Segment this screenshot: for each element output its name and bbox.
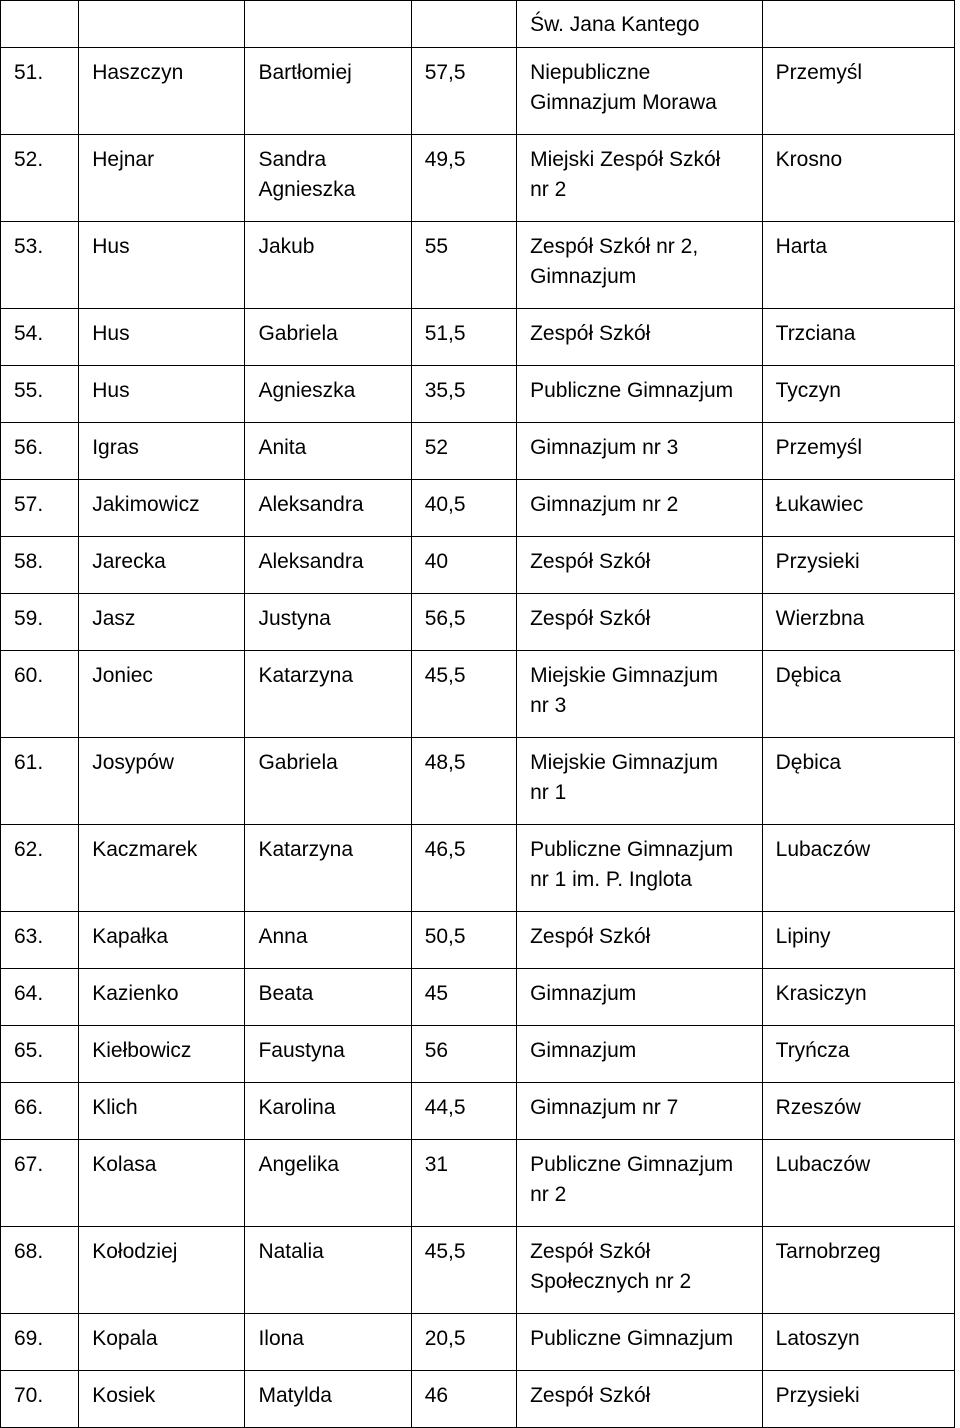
cell-surname: Joniec <box>79 651 245 738</box>
cell-first-name: Aleksandra <box>245 480 411 537</box>
cell-town: Dębica <box>762 738 954 825</box>
cell-first-name: Ilona <box>245 1314 411 1371</box>
results-body <box>1 1 955 1428</box>
cell-surname: Igras <box>79 423 245 480</box>
cell-surname: Jasz <box>79 594 245 651</box>
cell-school: Niepubliczne Gimnazjum Morawa <box>517 48 763 135</box>
cell-score: 45,5 <box>411 1227 516 1314</box>
cell-score: 51,5 <box>411 309 516 366</box>
cell-score: 52 <box>411 423 516 480</box>
cell-surname: Josypów <box>79 738 245 825</box>
header-cell <box>1 1 79 48</box>
cell-town: Tryńcza <box>762 1026 954 1083</box>
cell-surname: Kosiek <box>79 1371 245 1428</box>
cell-first-name: Agnieszka <box>245 366 411 423</box>
table-row <box>1 1083 955 1140</box>
cell-town: Lubaczów <box>762 1140 954 1227</box>
cell-first-name: Sandra Agnieszka <box>245 135 411 222</box>
cell-number: 58. <box>1 537 79 594</box>
cell-number: 69. <box>1 1314 79 1371</box>
table-row <box>1 480 955 537</box>
cell-school: Zespół Szkół <box>517 912 763 969</box>
cell-first-name: Gabriela <box>245 309 411 366</box>
cell-school: Gimnazjum nr 3 <box>517 423 763 480</box>
cell-number: 68. <box>1 1227 79 1314</box>
cell-number: 60. <box>1 651 79 738</box>
cell-town: Krasiczyn <box>762 969 954 1026</box>
cell-surname: Jarecka <box>79 537 245 594</box>
cell-surname: Hus <box>79 366 245 423</box>
cell-number: 51. <box>1 48 79 135</box>
cell-town: Tyczyn <box>762 366 954 423</box>
table-row <box>1 1227 955 1314</box>
cell-surname: Jakimowicz <box>79 480 245 537</box>
cell-number: 66. <box>1 1083 79 1140</box>
table-row <box>1 309 955 366</box>
cell-surname: Kolasa <box>79 1140 245 1227</box>
table-row <box>1 912 955 969</box>
header-cell <box>762 1 954 48</box>
cell-first-name: Gabriela <box>245 738 411 825</box>
cell-score: 20,5 <box>411 1314 516 1371</box>
cell-town: Trzciana <box>762 309 954 366</box>
table-row <box>1 1140 955 1227</box>
cell-first-name: Anita <box>245 423 411 480</box>
cell-score: 45,5 <box>411 651 516 738</box>
cell-number: 61. <box>1 738 79 825</box>
cell-number: 56. <box>1 423 79 480</box>
cell-town: Przemyśl <box>762 423 954 480</box>
table-row <box>1 48 955 135</box>
cell-school: Miejskie Gimnazjum nr 3 <box>517 651 763 738</box>
cell-school: Zespół Szkół Społecznych nr 2 <box>517 1227 763 1314</box>
cell-number: 57. <box>1 480 79 537</box>
cell-town: Dębica <box>762 651 954 738</box>
cell-score: 40,5 <box>411 480 516 537</box>
header-cell <box>79 1 245 48</box>
cell-score: 55 <box>411 222 516 309</box>
cell-score: 49,5 <box>411 135 516 222</box>
table-row <box>1 825 955 912</box>
table-row <box>1 222 955 309</box>
cell-school: Zespół Szkół <box>517 1371 763 1428</box>
cell-number: 53. <box>1 222 79 309</box>
cell-surname: Hejnar <box>79 135 245 222</box>
cell-surname: Kopala <box>79 1314 245 1371</box>
header-cell <box>411 1 516 48</box>
cell-surname: Hus <box>79 309 245 366</box>
cell-school: Publiczne Gimnazjum <box>517 1314 763 1371</box>
cell-town: Wierzbna <box>762 594 954 651</box>
cell-surname: Hus <box>79 222 245 309</box>
cell-town: Harta <box>762 222 954 309</box>
table-row <box>1 969 955 1026</box>
table-row <box>1 423 955 480</box>
cell-surname: Kiełbowicz <box>79 1026 245 1083</box>
cell-surname: Kołodziej <box>79 1227 245 1314</box>
header-cell <box>245 1 411 48</box>
cell-school: Zespół Szkół nr 2, Gimnazjum <box>517 222 763 309</box>
cell-first-name: Justyna <box>245 594 411 651</box>
cell-number: 64. <box>1 969 79 1026</box>
table-row <box>1 1371 955 1428</box>
cell-number: 54. <box>1 309 79 366</box>
cell-first-name: Matylda <box>245 1371 411 1428</box>
cell-surname: Haszczyn <box>79 48 245 135</box>
cell-first-name: Angelika <box>245 1140 411 1227</box>
cell-town: Rzeszów <box>762 1083 954 1140</box>
cell-first-name: Beata <box>245 969 411 1026</box>
cell-number: 63. <box>1 912 79 969</box>
cell-first-name: Jakub <box>245 222 411 309</box>
cell-score: 40 <box>411 537 516 594</box>
cell-score: 44,5 <box>411 1083 516 1140</box>
cell-score: 56 <box>411 1026 516 1083</box>
cell-score: 46 <box>411 1371 516 1428</box>
cell-school: Gimnazjum nr 2 <box>517 480 763 537</box>
cell-score: 46,5 <box>411 825 516 912</box>
cell-score: 31 <box>411 1140 516 1227</box>
table-row <box>1 537 955 594</box>
cell-town: Lipiny <box>762 912 954 969</box>
table-row <box>1 1026 955 1083</box>
cell-number: 59. <box>1 594 79 651</box>
cell-school: Publiczne Gimnazjum <box>517 366 763 423</box>
cell-first-name: Faustyna <box>245 1026 411 1083</box>
cell-first-name: Katarzyna <box>245 825 411 912</box>
table-row <box>1 738 955 825</box>
cell-surname: Kazienko <box>79 969 245 1026</box>
cell-school: Publiczne Gimnazjum nr 1 im. P. Inglota <box>517 825 763 912</box>
cell-town: Łukawiec <box>762 480 954 537</box>
cell-number: 65. <box>1 1026 79 1083</box>
cell-town: Lubaczów <box>762 825 954 912</box>
cell-school: Zespół Szkół <box>517 309 763 366</box>
cell-town: Przemyśl <box>762 48 954 135</box>
table-row <box>1 1314 955 1371</box>
cell-school: Zespół Szkół <box>517 594 763 651</box>
header-cell-school: Św. Jana Kantego <box>517 1 763 48</box>
cell-school: Zespół Szkół <box>517 537 763 594</box>
cell-first-name: Karolina <box>245 1083 411 1140</box>
cell-score: 50,5 <box>411 912 516 969</box>
cell-town: Przysieki <box>762 1371 954 1428</box>
cell-surname: Kaczmarek <box>79 825 245 912</box>
cell-score: 57,5 <box>411 48 516 135</box>
cell-number: 70. <box>1 1371 79 1428</box>
cell-score: 45 <box>411 969 516 1026</box>
cell-first-name: Bartłomiej <box>245 48 411 135</box>
cell-school: Gimnazjum <box>517 1026 763 1083</box>
table-row-header-fragment <box>1 1 955 48</box>
table-row <box>1 366 955 423</box>
cell-number: 55. <box>1 366 79 423</box>
cell-score: 56,5 <box>411 594 516 651</box>
cell-school: Publiczne Gimnazjum nr 2 <box>517 1140 763 1227</box>
cell-first-name: Natalia <box>245 1227 411 1314</box>
cell-score: 48,5 <box>411 738 516 825</box>
cell-town: Tarnobrzeg <box>762 1227 954 1314</box>
table-row <box>1 594 955 651</box>
cell-first-name: Katarzyna <box>245 651 411 738</box>
cell-school: Gimnazjum nr 7 <box>517 1083 763 1140</box>
cell-school: Miejskie Gimnazjum nr 1 <box>517 738 763 825</box>
cell-town: Krosno <box>762 135 954 222</box>
table-row <box>1 651 955 738</box>
cell-town: Przysieki <box>762 537 954 594</box>
cell-number: 52. <box>1 135 79 222</box>
cell-school: Miejski Zespół Szkół nr 2 <box>517 135 763 222</box>
cell-number: 62. <box>1 825 79 912</box>
cell-surname: Kapałka <box>79 912 245 969</box>
cell-school: Gimnazjum <box>517 969 763 1026</box>
table-row <box>1 135 955 222</box>
cell-first-name: Aleksandra <box>245 537 411 594</box>
cell-surname: Klich <box>79 1083 245 1140</box>
cell-first-name: Anna <box>245 912 411 969</box>
cell-number: 67. <box>1 1140 79 1227</box>
cell-town: Latoszyn <box>762 1314 954 1371</box>
cell-score: 35,5 <box>411 366 516 423</box>
